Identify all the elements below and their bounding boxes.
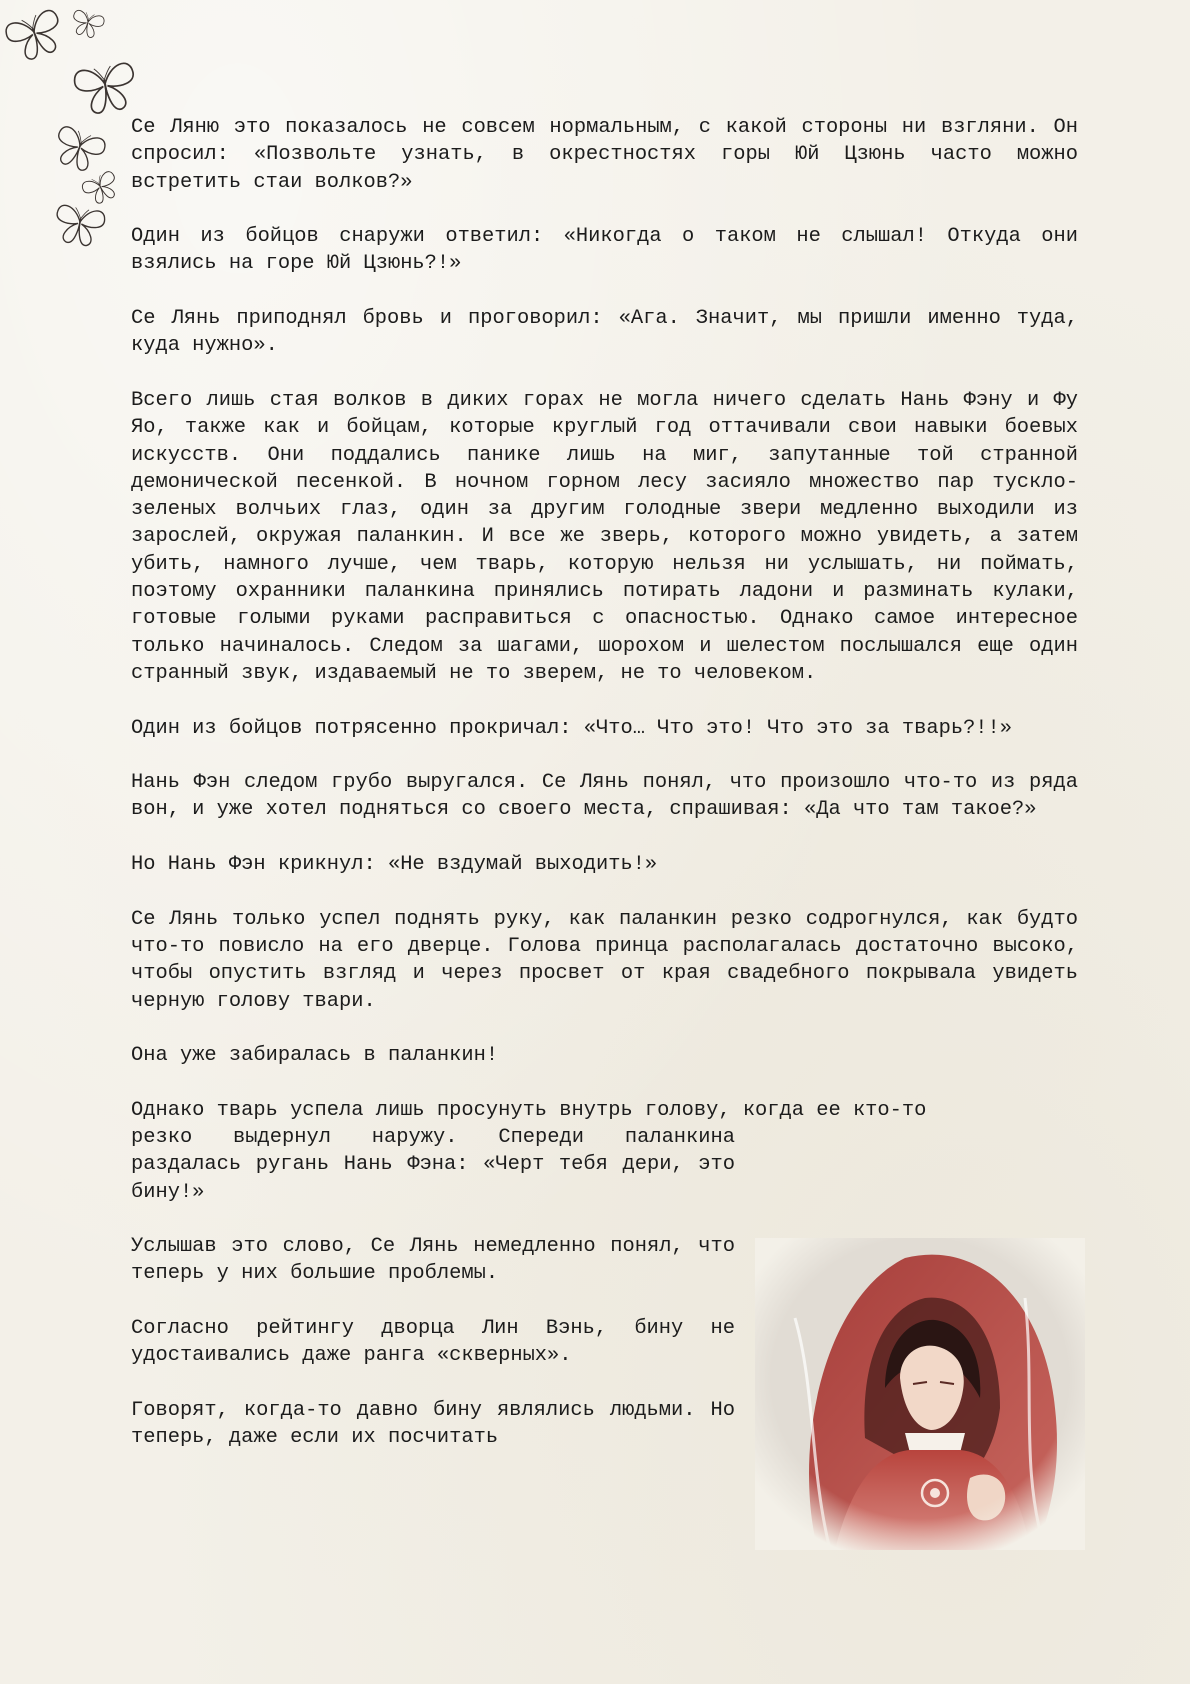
paragraph-10-first-line: Однако тварь успела лишь просунуть внутрь голову, когда ее кто-то	[131, 1098, 927, 1122]
paragraph-10-rest: резко выдернул наружу. Спереди паланкина раздалась ругань Нань Фэна: «Черт тебя дери, это бину!»	[131, 1125, 735, 1204]
paragraph-10	[131, 1097, 1078, 1206]
paragraph-6: Нань Фэн следом грубо выругался. Се Лянь понял, что произошло что-то из ряда вон, и уже хотел подняться со своего места, спрашивая: «Да что там такое?»	[131, 771, 1078, 822]
paragraph-2: Один из бойцов снаружи ответил: «Никогда о таком не слышал! Откуда они взялись на горе Юй Цзюнь?!»	[131, 225, 1078, 276]
paragraph-7: Но Нань Фэн крикнул: «Не вздумай выходить!»	[131, 853, 658, 877]
paragraph-13: Говорят, когда-то давно бину являлись людьми. Но теперь, даже если их посчитать	[131, 1398, 735, 1450]
paragraph-9: Она уже забиралась в паланкин!	[131, 1044, 499, 1068]
paragraph-5: Один из бойцов потрясенно прокричал: «Что… Что это! Что это за тварь?!!»	[131, 716, 1013, 740]
paragraph-11: Услышав это слово, Се Лянь немедленно понял, что теперь у них большие проблемы.	[131, 1235, 735, 1286]
paragraph-1: Се Ляню это показалось не совсем нормальным, с какой стороны ни взгляни. Он спросил: «Позвольте узнать, в окрестностях горы Юй Цзюнь часто можно встретить стаи волков?»	[131, 116, 1078, 194]
red-robed-figure-illustration	[755, 1238, 1085, 1550]
butterfly-icons	[0, 0, 150, 260]
paragraph-12: Согласно рейтингу дворца Лин Вэнь, бину не удостаивались даже ранга «скверных».	[131, 1317, 735, 1368]
paragraph-3: Се Лянь приподнял бровь и проговорил: «Ага. Значит, мы пришли именно туда, куда нужно».	[131, 307, 1078, 358]
paragraph-8: Се Лянь только успел поднять руку, как паланкин резко содрогнулся, как будто что-то повисло на его дверце. Голова принца располагалась достаточно высоко, чтобы опустить взгляд и через просвет от края свадебного покрывала увидеть черную голову твари.	[131, 907, 1078, 1013]
paragraph-4: Всего лишь стая волков в диких горах не могла ничего сделать Нань Фэну и Фу Яо, также как и бойцам, которые круглый год оттачивали свои навыки боевых искусств. Они поддались панике лишь на миг, запутанные той странной демонической песенкой. В ночном горном лесу засияло множество пар тускло-зеленых волчьих глаз, один за другим голодные звери медленно выходили из зарослей, окружая паланкин. И все же зверь, которого можно увидеть, а затем убить, намного лучше, чем тварь, которую нельзя ни услышать, ни поймать, поэтому охранники паланкина принялись потирать ладони и разминать кулаки, готовые голыми руками расправиться с опасностью. Однако самое интересное только начиналось. Следом за шагами, шорохом и шелестом послышался еще один странный звук, издаваемый не то зверем, не то человеком.	[131, 388, 1078, 685]
